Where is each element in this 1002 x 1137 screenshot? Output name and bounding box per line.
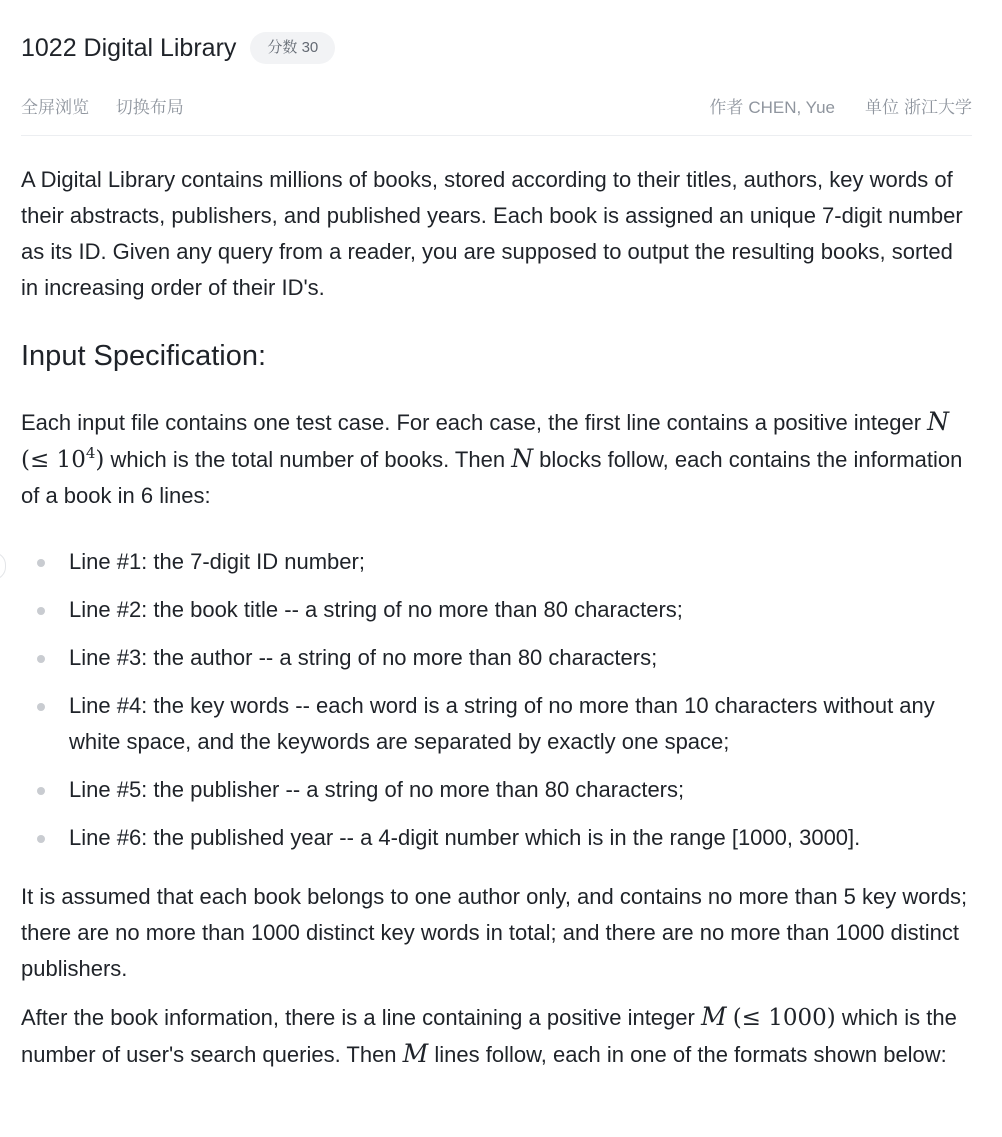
math-n-2: N (511, 444, 534, 473)
problem-title: 1022 Digital Library (21, 34, 237, 62)
math-n: N (927, 407, 950, 436)
side-collapse-handle[interactable] (0, 552, 6, 580)
bullet-dot (37, 787, 45, 795)
list-item (21, 688, 972, 760)
list-item (21, 772, 972, 808)
query-text-1: After the book information, there is a line containing a positive integer (21, 1005, 701, 1030)
toggle-layout-button[interactable]: 切换布局 (115, 97, 184, 117)
unit-value: 浙江大学 (904, 97, 972, 117)
math-n-bound-close: ) (95, 447, 105, 473)
score-badge: 分数 30 (250, 32, 335, 64)
math-n-bound-exponent: 4 (85, 444, 96, 462)
list-item-text: Line #1: the 7-digit ID number; (69, 549, 365, 574)
bullet-dot (37, 655, 45, 663)
list-item (21, 592, 972, 628)
bullet-dot (37, 607, 45, 615)
view-options (21, 93, 184, 118)
author-label: 作者 (709, 97, 744, 117)
query-text-2: which is the number of user's search queries. Then (21, 1005, 957, 1067)
author-value: CHEN, Yue (748, 97, 835, 117)
input-text-2: which is the total number of books. Then (104, 447, 512, 472)
list-item-text: Line #5: the publisher -- a string of no more than 80 characters; (69, 777, 685, 802)
bullet-dot (37, 559, 45, 567)
problem-meta (709, 93, 972, 118)
math-n-bound-open: (≤ 10 (21, 447, 86, 473)
list-item (21, 820, 972, 856)
fullscreen-button[interactable]: 全屏浏览 (21, 97, 89, 117)
problem-toolbar (21, 90, 972, 136)
list-item (21, 544, 972, 580)
problem-page (0, 24, 1002, 1137)
title-row (21, 24, 972, 72)
list-item-text: Line #2: the book title -- a string of no more than 80 characters; (69, 597, 683, 622)
problem-description (21, 162, 972, 1073)
list-item-text: Line #4: the key words -- each word is a string of no more than 10 characters without any white space, and the keywords are separated by exactly one space; (69, 693, 935, 754)
intro-paragraph: A Digital Library contains millions of books, stored according to their titles, authors, key words of their abstracts, publishers, and published years. Each book is assigned an unique 7-digit number as its ID. Given any query from a reader, you are supposed to output the resulting books, sorted in increasing order of their ID's. (21, 167, 963, 300)
math-m: M (700, 1002, 727, 1031)
math-m-2: M (402, 1039, 429, 1068)
unit-label: 单位 (865, 97, 899, 117)
query-text-3: lines follow, each in one of the formats shown below: (428, 1042, 947, 1067)
assumption-paragraph: It is assumed that each book belongs to one author only, and contains no more than 5 key words; there are no more than 1000 distinct key words in total; and there are no more than 1000 distinct publishers. (21, 884, 968, 981)
input-text-1: Each input file contains one test case. For each case, the first line contains a positive integer (21, 410, 928, 435)
bullet-dot (37, 835, 45, 843)
bullet-dot (37, 703, 45, 711)
list-item-text: Line #3: the author -- a string of no more than 80 characters; (69, 645, 658, 670)
math-m-bound: (≤ 1000) (732, 1005, 836, 1031)
list-item (21, 640, 972, 676)
input-text-3: blocks follow, each contains the information of a book in 6 lines: (21, 447, 963, 508)
input-spec-heading: Input Specification: (21, 340, 267, 372)
input-paragraph (21, 404, 972, 514)
list-item-text: Line #6: the published year -- a 4-digit number which is in the range [1000, 3000]. (69, 825, 861, 850)
query-paragraph (21, 999, 972, 1073)
book-lines-list (21, 544, 972, 856)
